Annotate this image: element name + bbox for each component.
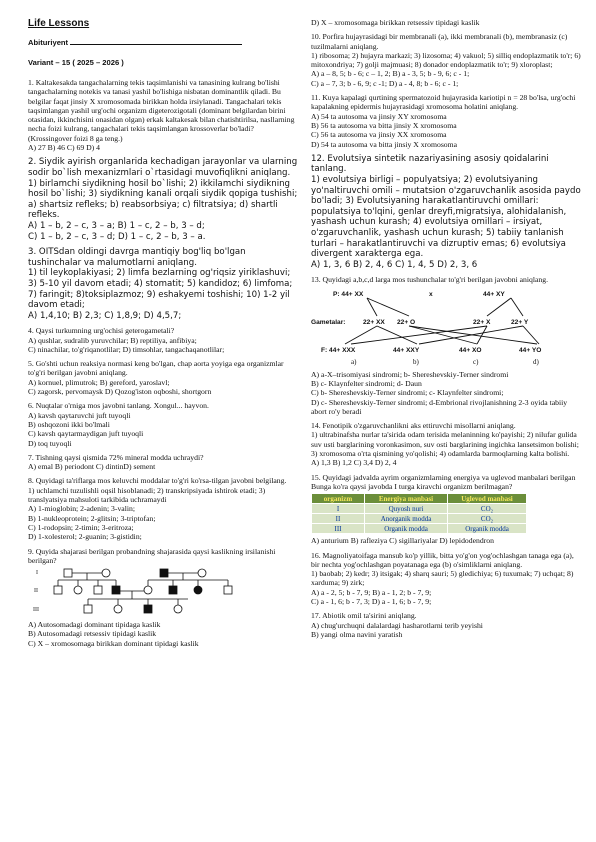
question-12-options: A) 1, 3, 6 B) 2, 4, 6 C) 1, 4, 5 D) 2, 3, 6: [311, 259, 478, 270]
question-8-option-b: B) 1-nukleoprotein; 2-glitsin; 3-triptofan;: [28, 513, 156, 523]
table-row: [312, 504, 527, 514]
question-13: [311, 275, 581, 416]
question-14: [311, 421, 581, 467]
question-17: [311, 611, 581, 639]
table-cell: Anorganik modda: [365, 514, 448, 524]
question-13-stem: 13. Quyidagi a,b,c,d larga mos tushunchalar to'g'ri berilgan javobni aniqlang.: [311, 275, 549, 285]
question-14-items: 1) ultrabinafsha nurlar ta'sirida odam terisida melaninning ko'payishi; 2) nilufar gulida suv usti barglarining voronkasimon, suv osti barglarining ingichka lansetsimon bolishi; 3) xromosoma o'rta qismining yo'qolishi; 4) odamlarda barmoqlarning kalta bolishi.: [311, 430, 579, 459]
question-9-option-a: A) Autosomadagi dominant tipidaga kaslik: [28, 620, 161, 630]
question-6-option-a: A) kavsh qaytaruvchi juft tuyoqli: [28, 410, 131, 420]
question-8-option-a: A) 1-mioglobin; 2-adenin; 3-valin;: [28, 504, 135, 514]
question-2-mechanisms: a) shartsiz refleks; b) reabsorbsiya; c) filtratsiya; d) shartli refleks.: [28, 199, 278, 221]
question-17-option-b: B) yangi olma navini yaratish: [311, 629, 403, 639]
question-8-stem: 8. Quyidagi ta'riflarga mos keluvchi moddalar to'g'ri ko'rsa-tilgan javobni belgilang.: [28, 476, 287, 486]
question-13-option-d: D) c- Shereshevskiy-Terner sindromi; d-Embrional rivojlanishning 2-3 oyida tabiiy abort ro'y beradi: [311, 397, 568, 416]
question-16-options-cd: C) a - 1, 6; b - 7, 3; D) a - 1, 6; b - 7, 9;: [311, 597, 432, 607]
question-7-options: A) emal B) periodont C) dintinD) sement: [28, 462, 156, 472]
question-10-items: 1) ribosoma; 2) hujayra markazi; 3) lizosoma; 4) vakuol; 5) silliq endoplazmatik to'r; 6) mitoxondriya; 7) golji majmuasi; 8) donador endoplazmatik to'r; 9) xloroplast;: [311, 50, 581, 70]
question-1-text: 1. Kaltakesakda tangachalarning tekis taqsimlanishi va tanasining kulrang bo'lishi tangachalarning notekis va tanasi yashil bo'lishiga nisbatan dominantlik qiladi. Bu belgilar faqat jinsiy X xromosomada birikkan holda irsiylanadi. Tangachalari tekis taqsimlangan yashil urg'ochi organizm digeterozigotali (dominant belgilardan birini otasidan, ikkinchisini onasidan olgan) erkak kaltakesak bilan chatishtirilsa, nasllarning necha foizi kulrang, tangachalari tekis taqsimlangan krossoverlar bo'ladi? (Krossingover foizi 8 ga teng.): [28, 78, 295, 143]
question-8-option-d: D) 1-xolesterol; 2-guanin; 3-gistidin;: [28, 532, 142, 542]
question-1-options: A) 27 B) 46 C) 69 D) 4: [28, 143, 100, 153]
question-10-options-cd: C) a – 7, 3; b - 6, 9; c -1; D) a - 4, 8; b - 6; c - 1;: [311, 78, 459, 88]
question-3: [28, 247, 298, 321]
question-9-option-c: C) X – xromosomaga birikkan dominant tipidagi kaslik: [28, 638, 199, 648]
question-11-stem: 11. Kuya kapalagi qurtining spermatozoid hujayrasida kariotipi n = 28 bo'lsa, urg'ochi kapalakning epidermis hujayrasidagi xromosoma holatini aniqlang.: [311, 93, 576, 112]
question-11-option-a: A) 54 ta autosoma va jinsiy XY xromosoma: [311, 111, 447, 121]
question-6-option-d: D) toq tuyoqli: [28, 438, 72, 448]
question-3-options: A) 1,4,10; B) 2,3; C) 1,8,9; D) 4,5,7;: [28, 310, 182, 321]
question-15-prompt: Bunga ko'ra qaysi javobda I turga kiravchi organizm berilmagan?: [311, 481, 513, 491]
question-11-option-c: C) 56 ta autosoma va jinsiy XX xromosoma: [311, 130, 447, 140]
pedigree-affected-male: [160, 569, 168, 577]
question-14-options: A) 1,3 B) 1,2 C) 3,4 D) 2, 4: [311, 458, 397, 468]
question-6-option-b: B) oshqozoni ikki bo'lmali: [28, 419, 110, 429]
offspring-2-label: 44+ XXY: [393, 346, 420, 354]
generation-label-1: I: [36, 570, 38, 577]
question-12-items: 1) evolutsiya birligi – populyatsiya; 2) evolutsiyaning yo'naltiruvchi omili – mutatsion o'zgaruvchanlik asosida paydo bo'ladi; 3) Evolutsiyaning harakatlantiruvchi omillari: populatsiya to'lqini, genlar dreyfi,migratsiya, alohidalanish, yashash uchun kurash; 4) evolutsiya omillari – irsiyat, o'zgaruvchanlik, yashash uchun kurash; 5) tabiiy tanlanish turlari – harakatlantiruvchi va dizruptiv emas; 6) evolutsiya divergent xarakterga ega.: [311, 175, 581, 260]
offspring-letter-c: c): [473, 357, 479, 366]
question-15: [311, 473, 581, 546]
question-8-items: 1) uchlamchi tuzulishli oqsil hisoblanadi; 2) transkripsiyada ishtirok etadi; 3) translyatsiya mahsuloti tarkibida uchramaydi: [28, 485, 266, 505]
question-4-options-cd: C) ninachilar, to'g'riqanotlilar; D) timsohlar, tangachaqanotlilar;: [28, 344, 225, 354]
question-7: [28, 453, 298, 472]
question-4-options-ab: A) qushlar, sudralib yuruvchilar; B) reptiliya, anfibiya;: [28, 335, 197, 345]
question-10-stem: 10. Porfira hujayrasidagi bir membranali (a), ikki membranali (b), membranasiz (c) tuzilmalarni aniqlang.: [311, 32, 568, 51]
parent-male-label: 44+ XY: [483, 290, 505, 298]
pedigree-affected-male: [169, 586, 177, 594]
table-header-row: [312, 494, 527, 504]
pedigree-female: [102, 569, 110, 577]
question-8-option-c: C) 1-rodopsin; 2-timin; 3-eritroza;: [28, 522, 134, 532]
question-10-options-ab: A) a – 8, 5; b - 6; c – 1, 2; B) a - 3, 5; b - 9, 6; c - 1;: [311, 69, 470, 79]
question-12: [311, 154, 581, 271]
pedigree-diagram: [28, 567, 258, 617]
question-5-stem: 5. Go'shti uchun reaksiya normasi keng bo'lgan, chap aorta yoyiga ega organizmlar to'g'ri berilgan javobni aniqlang.: [28, 359, 284, 378]
pedigree-affected-male: [112, 586, 120, 594]
generation-label-2: II: [34, 588, 38, 595]
variant-label: Variant – 15 ( 2025 – 2026 ): [28, 58, 124, 67]
table-header-cell: Uglevod manbasi: [448, 494, 527, 504]
question-4: [28, 326, 298, 354]
energy-source-table: [311, 493, 527, 534]
question-10: [311, 32, 581, 88]
question-2-options-cd: C) 1 – b, 2 – c, 3 – d; D) 1 – c, 2 – b, 3 – a.: [28, 231, 206, 242]
table-cell: III: [312, 524, 365, 534]
question-2-items: 1) birlamchi siydikning hosil bo`lishi; 2) ikkilamchi siydikning hosil bo`lishi; 3) siydikning kanali orqali siydik qopiga tushishi;: [28, 178, 298, 200]
gamete-2-label: 22+ O: [397, 318, 416, 326]
gamete-diagram: [311, 286, 571, 368]
table-cell: I: [312, 504, 365, 514]
question-3-stem: 3. OITSdan oldingi davrga mantiqiy bog'liq bo'lgan tushinchalar va malumotlarni aniqlang.: [28, 247, 246, 268]
name-blank[interactable]: [70, 37, 242, 45]
question-2: [28, 157, 298, 242]
pedigree-male: [94, 586, 102, 594]
abituriyent-label: Abituriyent: [28, 38, 69, 47]
left-column: [28, 18, 298, 653]
question-15-stem: 15. Quyidagi jadvalda ayrim organizmlarning energiya va uglevod manbalari berilgan: [311, 472, 576, 482]
offspring-1-label: F: 44+ XXX: [321, 346, 356, 354]
gametes-label: Gametalar:: [311, 318, 346, 326]
question-5: [28, 359, 298, 396]
pedigree-affected-male: [144, 605, 152, 613]
question-3-items: 1) til leykoplakiyasi; 2) limfa bezlarning og'riqsiz yiriklashuvi; 3) 5-10 yil davom etadi; 4) stomatit; 5) kandidoz; 6) limfoma; 7) faringit; 8)toksiplazmoz; 9) eshakyemi toshishi; 10) 1-2 yil davom etadi;: [28, 268, 293, 311]
question-13-option-b: B) c- Klaynfelter sindromi; d- Daun: [311, 378, 422, 388]
question-16-stem: 16. Magnoliyatoifaga mansub ko'p yillik, bitta yo'g'on yog'ochlashgan tanaga ega (a), bir nechta yog'ochlashgan poyatanaga ega (b) o'simliklarni aniqlang.: [311, 550, 574, 569]
offspring-letter-d: d): [533, 357, 539, 366]
question-6: [28, 401, 298, 447]
offspring-letter-b: b): [413, 357, 419, 366]
question-14-stem: 14. Fenotipik o'zgaruvchanlikni aks ettiruvchi misollarni aniqlang.: [311, 421, 516, 431]
pedigree-female: [114, 605, 122, 613]
table-row: [312, 524, 527, 534]
question-2-options-ab: A) 1 – b, 2 – c, 3 – a; B) 1 – c, 2 – b, 3 – d;: [28, 220, 205, 231]
cross-sign: x: [429, 290, 433, 298]
table-row: [312, 514, 527, 524]
table-cell: CO₂: [448, 504, 527, 514]
table-cell: II: [312, 514, 365, 524]
question-11-option-b: B) 56 ta autosoma va bitta jinsiy X xromosoma: [311, 120, 457, 130]
table-cell: Organik modda: [365, 524, 448, 534]
offspring-letter-a: a): [351, 357, 357, 366]
question-5-options-ab: A) kornuel, plimutrok; B) gereford, yaroslavl;: [28, 377, 170, 387]
pedigree-affected-female: [194, 586, 202, 594]
pedigree-female: [198, 569, 206, 577]
table-cell: CO₂: [448, 514, 527, 524]
page-title: Life Lessons: [28, 18, 90, 29]
question-17-option-a: A) chug'urchuqni dalalardagi hasharotlarni terib yeyishi: [311, 620, 483, 630]
question-12-stem: 12. Evolutsiya sintetik nazariyasining asosiy qoidalarini tanlang.: [311, 153, 549, 175]
gamete-4-label: 22+ Y: [511, 318, 529, 326]
question-16-items: 1) baobab; 2) kedr; 3) itsigak; 4) sharq sauri; 5) gledichiya; 6) tuxumak; 7) uchqat; 8) xarduma; 9) zirk;: [311, 569, 574, 588]
question-9-option-b: B) Autosomadagi retsessiv tipidagi kaslik: [28, 629, 157, 639]
question-16-options-ab: A) a - 2, 5; b - 7, 9; B) a - 1, 2; b - 7, 9;: [311, 587, 432, 597]
parent-female-label: P: 44+ XX: [333, 290, 364, 298]
pedigree-male: [64, 569, 72, 577]
right-column: [311, 18, 581, 644]
question-9-option-d: D) X – xromosomaga birikkan retsessiv tipidagi kaslik: [311, 18, 480, 27]
question-6-option-c: C) kavsh qaytarmaydigan juft tuyoqli: [28, 429, 144, 439]
question-1: [28, 78, 298, 152]
table-header-cell: Energiya manbasi: [365, 494, 448, 504]
question-17-stem: 17. Abiotik omil ta'sirini aniqlang.: [311, 611, 417, 621]
question-5-options-cd: C) zagorsk, pervomaysk D) Qozog'iston oqboshi, shortgorn: [28, 387, 212, 397]
offspring-4-label: 44+ YO: [519, 346, 542, 354]
pedigree-female: [74, 586, 82, 594]
question-6-stem: 6. Nuqtalar o'rniga mos javobni tanlang. Xongul... hayvon.: [28, 401, 209, 411]
pedigree-female: [174, 605, 182, 613]
question-7-stem: 7. Tishning qaysi qismida 72% mineral modda uchraydi?: [28, 452, 204, 462]
pedigree-male: [54, 586, 62, 594]
question-11: [311, 93, 581, 149]
question-9-continued: [311, 18, 581, 27]
table-cell: Quyosh nuri: [365, 504, 448, 514]
question-16: [311, 551, 581, 607]
question-9-stem: 9. Quyida shajarasi berilgan probandning shajarasida qaysi kaslikning irsilanishi berilgan?: [28, 546, 276, 565]
table-cell: Organik modda: [448, 524, 527, 534]
offspring-3-label: 44+ XO: [459, 346, 482, 354]
gamete-3-label: 22+ X: [473, 318, 491, 326]
question-15-options: A) anturium B) rafleziya C) sigillariyalar D) lepidodendron: [311, 536, 494, 546]
pedigree-female: [144, 586, 152, 594]
question-9: [28, 547, 298, 648]
question-13-option-a: A) a-X–trisomiyasi sindromi; b- Shereshevskiy-Terner sindromi: [311, 369, 509, 379]
abituriyent-line: [28, 37, 298, 47]
gamete-1-label: 22+ XX: [363, 318, 385, 326]
pedigree-male: [84, 605, 92, 613]
table-header-cell: organizm: [312, 494, 365, 504]
question-4-stem: 4. Qaysi turkumning urg'ochisi geterogametali?: [28, 326, 175, 336]
question-8: [28, 476, 298, 541]
question-11-option-d: D) 54 ta autosoma va bitta jinsiy X xromosoma: [311, 139, 458, 149]
question-13-option-c: C) b- Shereshevskiy-Terner sindromi; c- Klaynfelter sindromi;: [311, 388, 504, 398]
pedigree-male: [224, 586, 232, 594]
question-2-stem: 2. Siydik ayirish organlarida kechadigan jarayonlar va ularning sodir bo`lish mexanizmlari o`rtasidagi muvofiqlikni aniqlang.: [28, 157, 298, 178]
generation-label-3: III: [33, 607, 39, 614]
